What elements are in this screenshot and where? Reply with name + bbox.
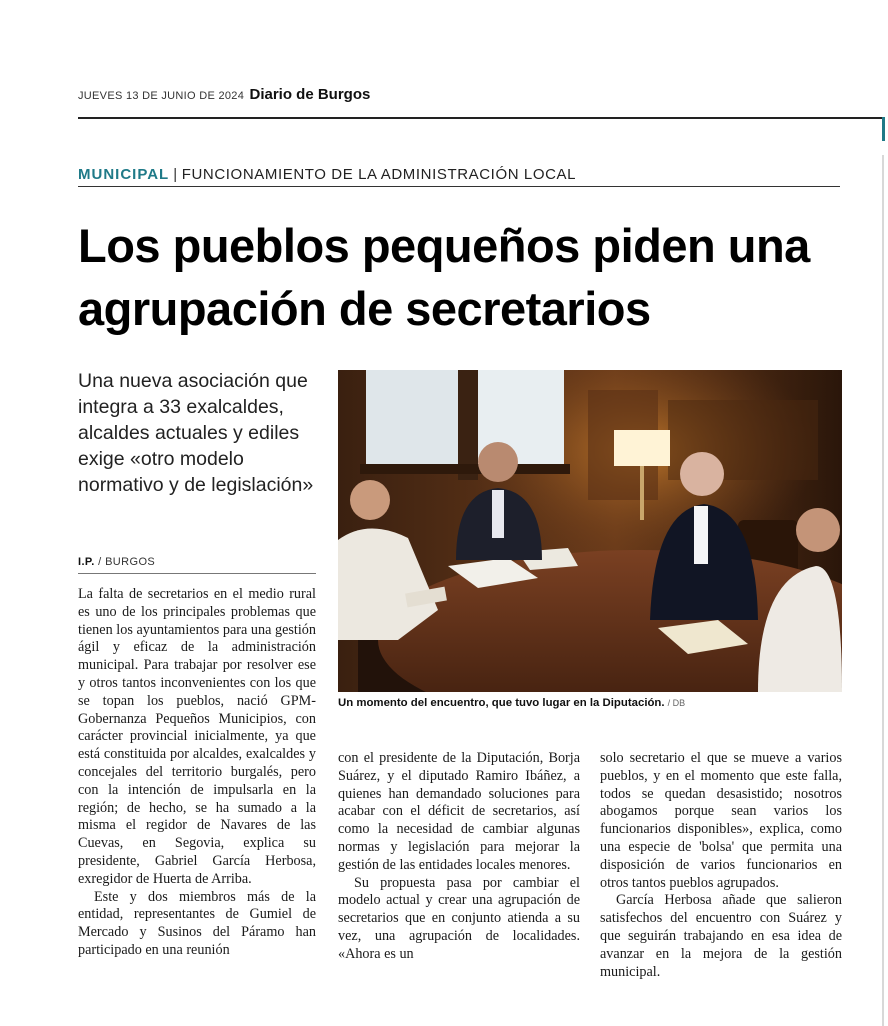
section-label — [78, 166, 576, 183]
page-edge — [882, 155, 884, 1026]
paragraph: Su propuesta pasa por cambiar el modelo actual y crear una agrupación de secretarios que en conjunto atienda a su vez, una agrupación de localidades. «Ahora es un — [338, 874, 580, 962]
person-right-head — [680, 452, 724, 496]
byline-rule — [78, 573, 316, 574]
byline-separator: / — [94, 556, 106, 568]
header-rule — [78, 117, 884, 119]
person-far-right-head — [796, 508, 840, 552]
person-left-head — [350, 480, 390, 520]
lamp-shade — [614, 430, 670, 466]
paragraph: con el presidente de la Diputación, Borja Suárez, y el diputado Ramiro Ibáñez, a quienes han demandado soluciones para acabar con el déficit de secretarios, así como la necesidad de cambiar algunas normas y legislación para mejorar la gestión de las entidades locales menores. — [338, 750, 580, 873]
photo-credit: / DB — [667, 698, 686, 708]
paragraph: García Herbosa añade que salieron satisfechos del encuentro con Suárez y que seguirán trabajando en esa idea de avanzar en la mejora de la gestión municipal. — [600, 892, 842, 980]
page-header — [78, 86, 370, 103]
section-tag: MUNICIPAL — [78, 166, 170, 183]
article-column-1 — [78, 586, 316, 960]
subheadline: Una nueva asociación que integra a 33 exalcaldes, alcaldes actuales y ediles exige «otro modelo normativo y de legislación» — [78, 370, 314, 496]
person-center-head — [478, 442, 518, 482]
byline-author: I.P. — [78, 556, 95, 568]
section-rule — [78, 186, 840, 187]
paragraph: Este y dos miembros más de la entidad, representantes de Gumiel de Mercado y Susinos del Páramo han participado en una reunión — [78, 888, 316, 958]
section-separator: | — [173, 166, 178, 183]
meeting-photo — [338, 370, 842, 692]
newspaper-name: Diario de Burgos — [249, 86, 371, 103]
window-left — [366, 370, 458, 468]
paragraph: solo secretario el que se mueve a varios pueblos, y en el momento que este falla, todos se quedan desasistido; nosotros abogamos porque sean varios los funcionarios disponibles», explica, como una especie de 'bolsa' que permita una disposición de varios funcionarios en otros tantos pueblos agrupados. — [600, 750, 842, 891]
photo-caption — [338, 697, 685, 709]
byline — [78, 556, 155, 568]
headline: Los pueblos pequeños piden una agrupación de secretarios — [78, 219, 810, 335]
article-column-2 — [338, 750, 580, 964]
caption-text: Un momento del encuentro, que tuvo lugar en la Diputación. — [338, 697, 665, 709]
header-rule-accent — [882, 117, 885, 141]
article-column-3 — [600, 750, 842, 981]
byline-place: BURGOS — [105, 556, 156, 568]
header-date: JUEVES 13 DE JUNIO DE 2024 — [78, 90, 245, 102]
paragraph: La falta de secretarios en el medio rural es uno de los principales problemas que tienen los ayuntamientos para una gestión ágil y eficaz de la administración municipal. Para trabajar por resolver ese y otros tantos inconvenientes con los que se topan los pueblos, nació GPM-Gobernanza Pequeños Municipios, con carácter provincial inicialmente, ya que está constituida por alcaldes, exalcaldes y concejales del territorio burgalés, pero con la intención de impulsarla en la región; de hecho, se ha sumado a la misma el regidor de Navares de las Cuevas, en Segovia, explica su presidente, Gabriel García Herbosa, exregidor de Huerta de Arriba. — [78, 586, 316, 887]
section-subtitle: FUNCIONAMIENTO DE LA ADMINISTRACIÓN LOCAL — [181, 166, 577, 183]
